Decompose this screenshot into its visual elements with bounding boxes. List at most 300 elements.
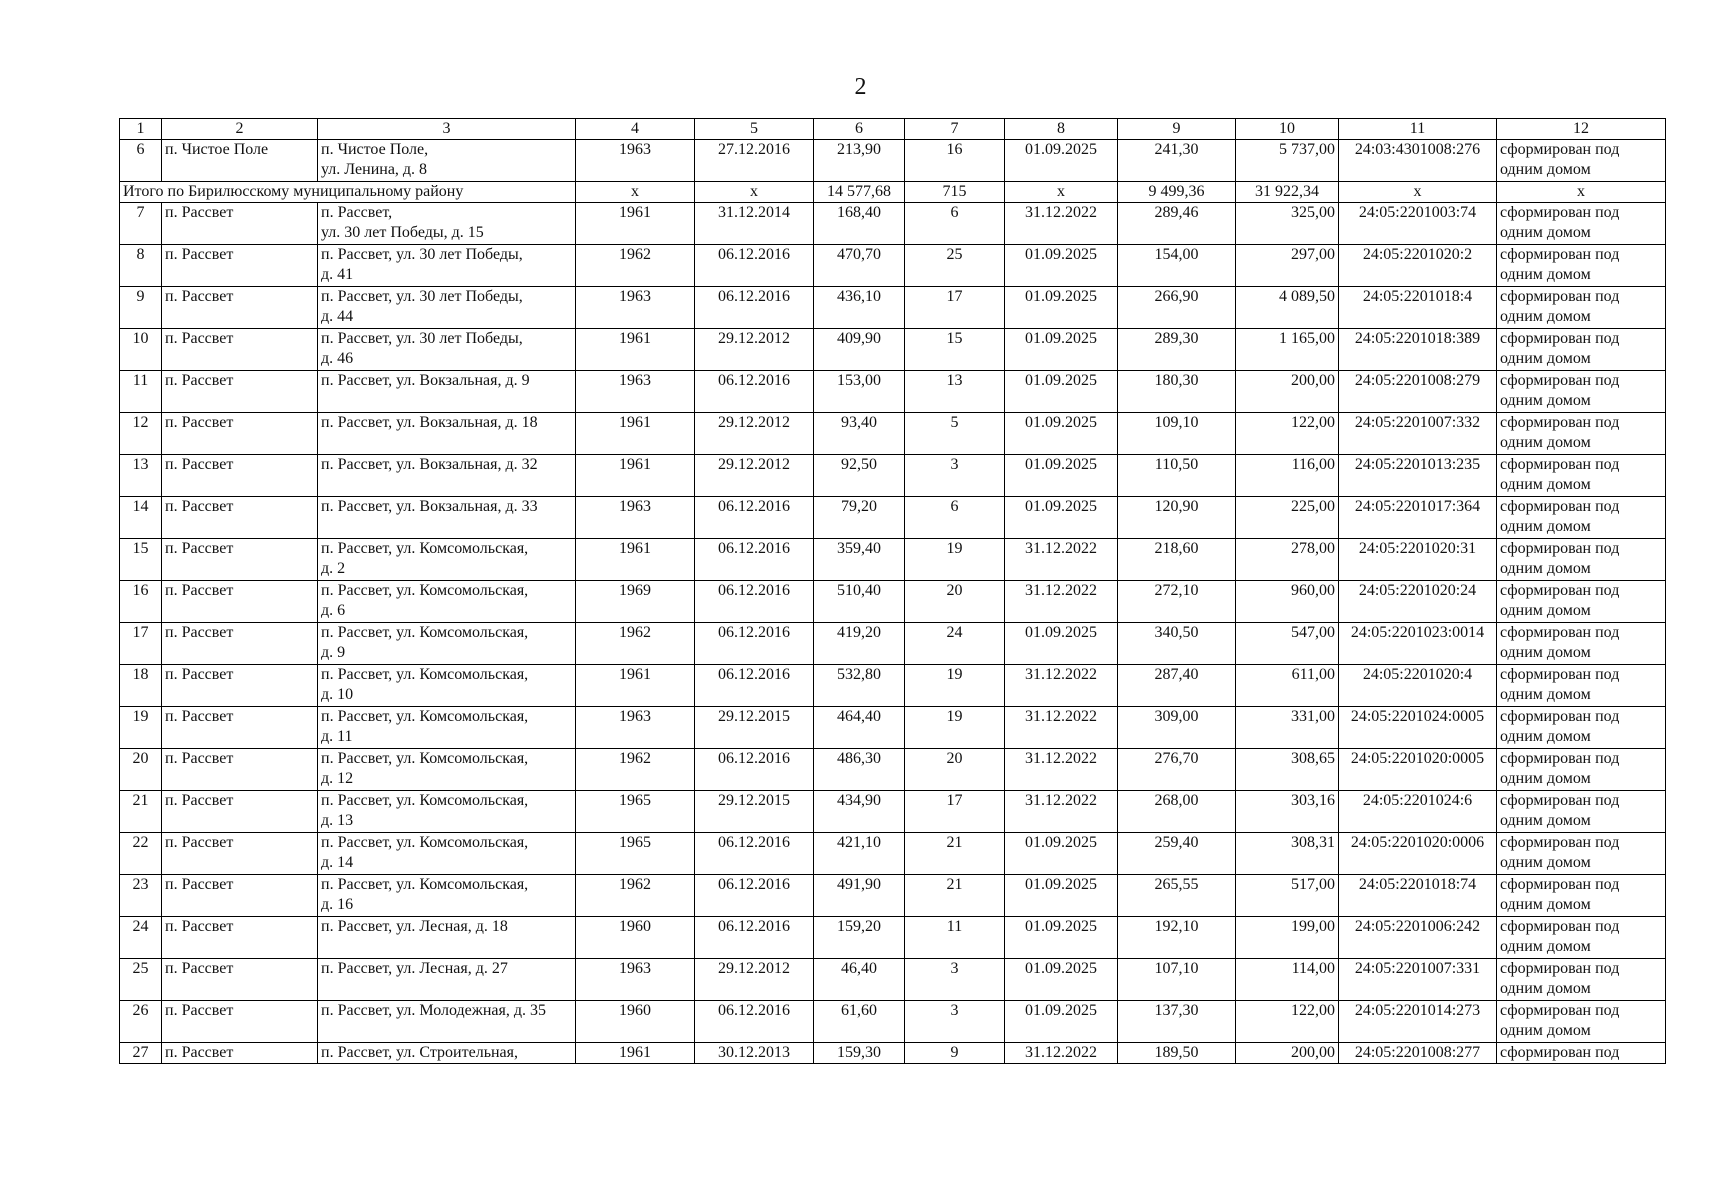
land-status-cell: сформирован под одним домом [1497,749,1666,791]
table-row [120,959,1666,1001]
row-number-cell: 21 [120,791,162,833]
address-cell: п. Рассвет, ул. Вокзальная, д. 9 [318,371,576,413]
residents-cell: 19 [905,539,1005,581]
table-row [120,1001,1666,1043]
settlement-cell: п. Рассвет [162,623,318,665]
housing-registry-table [119,118,1666,1064]
land-area-cell: 120,90 [1118,497,1236,539]
table-row [120,791,1666,833]
cadastral-value-cell: 325,00 [1236,203,1339,245]
cadastral-number-cell: 24:05:2201024:6 [1339,791,1497,833]
table-row [120,917,1666,959]
total-row [120,182,1666,203]
land-status-cell: сформирован под одним домом [1497,791,1666,833]
recognition-date-cell: х [695,182,814,203]
row-number-cell: 23 [120,875,162,917]
residents-cell: 19 [905,665,1005,707]
resettlement-date-cell: 31.12.2022 [1005,203,1118,245]
residents-cell: 17 [905,287,1005,329]
residents-cell: 25 [905,245,1005,287]
residents-cell: 3 [905,1001,1005,1043]
area-cell: 168,40 [814,203,905,245]
year-built-cell: 1960 [576,1001,695,1043]
land-status-cell: сформирован под одним домом [1497,287,1666,329]
row-number-cell: 15 [120,539,162,581]
residents-cell: 21 [905,833,1005,875]
total-label: Итого по Бирилюсскому муниципальному району [120,182,576,203]
cadastral-value-cell: 122,00 [1236,1001,1339,1043]
land-area-cell: 287,40 [1118,665,1236,707]
settlement-cell: п. Рассвет [162,749,318,791]
land-area-cell: 289,30 [1118,329,1236,371]
recognition-date-cell: 06.12.2016 [695,623,814,665]
cadastral-number-cell: 24:05:2201013:235 [1339,455,1497,497]
cadastral-value-cell: 517,00 [1236,875,1339,917]
area-cell: 159,30 [814,1043,905,1064]
address-cell: п. Чистое Поле, ул. Ленина, д. 8 [318,140,576,182]
column-number: 10 [1236,119,1339,140]
cadastral-value-cell: 225,00 [1236,497,1339,539]
table-row [120,707,1666,749]
cadastral-number-cell: 24:05:2201018:4 [1339,287,1497,329]
row-number-cell: 27 [120,1043,162,1064]
resettlement-date-cell: 01.09.2025 [1005,245,1118,287]
table-row [120,203,1666,245]
area-cell: 464,40 [814,707,905,749]
resettlement-date-cell: 01.09.2025 [1005,623,1118,665]
row-number-cell: 17 [120,623,162,665]
year-built-cell: 1962 [576,875,695,917]
cadastral-number-cell: 24:05:2201024:0005 [1339,707,1497,749]
row-number-cell: 13 [120,455,162,497]
resettlement-date-cell: 01.09.2025 [1005,917,1118,959]
recognition-date-cell: 06.12.2016 [695,287,814,329]
cadastral-number-cell: 24:05:2201020:24 [1339,581,1497,623]
recognition-date-cell: 29.12.2012 [695,329,814,371]
land-status-cell: сформирован под одним домом [1497,707,1666,749]
recognition-date-cell: 29.12.2012 [695,413,814,455]
resettlement-date-cell: 01.09.2025 [1005,140,1118,182]
table-row [120,497,1666,539]
settlement-cell: п. Рассвет [162,413,318,455]
residents-cell: 24 [905,623,1005,665]
recognition-date-cell: 29.12.2012 [695,455,814,497]
address-cell: п. Рассвет, ул. 30 лет Победы, д. 46 [318,329,576,371]
area-cell: 213,90 [814,140,905,182]
recognition-date-cell: 06.12.2016 [695,1001,814,1043]
recognition-date-cell: 06.12.2016 [695,497,814,539]
cadastral-number-cell: 24:05:2201018:389 [1339,329,1497,371]
cadastral-value-cell: 308,31 [1236,833,1339,875]
cadastral-value-cell: 547,00 [1236,623,1339,665]
table-row [120,371,1666,413]
year-built-cell: 1962 [576,749,695,791]
residents-cell: 3 [905,455,1005,497]
recognition-date-cell: 06.12.2016 [695,749,814,791]
year-built-cell: 1965 [576,833,695,875]
cadastral-number-cell: 24:05:2201006:242 [1339,917,1497,959]
column-number: 2 [162,119,318,140]
residents-cell: 15 [905,329,1005,371]
land-status-cell: сформирован под одним домом [1497,140,1666,182]
address-cell: п. Рассвет, ул. Комсомольская, д. 16 [318,875,576,917]
cadastral-value-cell: 611,00 [1236,665,1339,707]
area-cell: 510,40 [814,581,905,623]
recognition-date-cell: 06.12.2016 [695,665,814,707]
cadastral-value-cell: 199,00 [1236,917,1339,959]
year-built-cell: 1960 [576,917,695,959]
column-number-row [120,119,1666,140]
table-row [120,455,1666,497]
table-row [120,539,1666,581]
cadastral-number-cell: 24:03:4301008:276 [1339,140,1497,182]
cadastral-value-cell: 200,00 [1236,371,1339,413]
land-area-cell: 9 499,36 [1118,182,1236,203]
cadastral-number-cell: 24:05:2201020:0005 [1339,749,1497,791]
resettlement-date-cell: 01.09.2025 [1005,497,1118,539]
settlement-cell: п. Рассвет [162,497,318,539]
land-area-cell: 266,90 [1118,287,1236,329]
cadastral-number-cell: 24:05:2201007:331 [1339,959,1497,1001]
address-cell: п. Рассвет, ул. Комсомольская, д. 10 [318,665,576,707]
settlement-cell: п. Рассвет [162,917,318,959]
address-cell: п. Рассвет, ул. Строительная, [318,1043,576,1064]
year-built-cell: 1961 [576,455,695,497]
year-built-cell: 1961 [576,665,695,707]
recognition-date-cell: 06.12.2016 [695,245,814,287]
resettlement-date-cell: 31.12.2022 [1005,1043,1118,1064]
settlement-cell: п. Рассвет [162,1043,318,1064]
land-status-cell: сформирован под одним домом [1497,413,1666,455]
column-number: 1 [120,119,162,140]
land-status-cell: сформирован под одним домом [1497,959,1666,1001]
area-cell: 419,20 [814,623,905,665]
table-body [120,119,1666,1064]
settlement-cell: п. Рассвет [162,581,318,623]
area-cell: 436,10 [814,287,905,329]
settlement-cell: п. Рассвет [162,455,318,497]
year-built-cell: 1961 [576,539,695,581]
land-status-cell: сформирован под одним домом [1497,917,1666,959]
settlement-cell: п. Чистое Поле [162,140,318,182]
settlement-cell: п. Рассвет [162,707,318,749]
table-row [120,581,1666,623]
table-row [120,749,1666,791]
land-area-cell: 109,10 [1118,413,1236,455]
address-cell: п. Рассвет, ул. Молодежная, д. 35 [318,1001,576,1043]
settlement-cell: п. Рассвет [162,833,318,875]
land-status-cell: сформирован под одним домом [1497,203,1666,245]
cadastral-value-cell: 331,00 [1236,707,1339,749]
residents-cell: 19 [905,707,1005,749]
row-number-cell: 26 [120,1001,162,1043]
settlement-cell: п. Рассвет [162,203,318,245]
table-row [120,413,1666,455]
resettlement-date-cell: 01.09.2025 [1005,455,1118,497]
residents-cell: 21 [905,875,1005,917]
address-cell: п. Рассвет, ул. 30 лет Победы, д. 15 [318,203,576,245]
area-cell: 92,50 [814,455,905,497]
area-cell: 470,70 [814,245,905,287]
land-area-cell: 110,50 [1118,455,1236,497]
address-cell: п. Рассвет, ул. 30 лет Победы, д. 44 [318,287,576,329]
address-cell: п. Рассвет, ул. Вокзальная, д. 18 [318,413,576,455]
row-number-cell: 6 [120,140,162,182]
year-built-cell: 1963 [576,371,695,413]
cadastral-value-cell: 200,00 [1236,1043,1339,1064]
cadastral-value-cell: 5 737,00 [1236,140,1339,182]
resettlement-date-cell: 31.12.2022 [1005,539,1118,581]
year-built-cell: 1965 [576,791,695,833]
cadastral-value-cell: 308,65 [1236,749,1339,791]
land-area-cell: 268,00 [1118,791,1236,833]
address-cell: п. Рассвет, ул. Комсомольская, д. 14 [318,833,576,875]
resettlement-date-cell: х [1005,182,1118,203]
area-cell: 491,90 [814,875,905,917]
cadastral-value-cell: 116,00 [1236,455,1339,497]
land-status-cell: сформирован под [1497,1043,1666,1064]
address-cell: п. Рассвет, ул. Лесная, д. 27 [318,959,576,1001]
year-built-cell: х [576,182,695,203]
table-row [120,833,1666,875]
land-status-cell: сформирован под одним домом [1497,833,1666,875]
table-row [120,245,1666,287]
land-status-cell: сформирован под одним домом [1497,623,1666,665]
table-row [120,665,1666,707]
land-status-cell: сформирован под одним домом [1497,329,1666,371]
recognition-date-cell: 06.12.2016 [695,539,814,581]
row-number-cell: 25 [120,959,162,1001]
cadastral-value-cell: 303,16 [1236,791,1339,833]
settlement-cell: п. Рассвет [162,665,318,707]
row-number-cell: 10 [120,329,162,371]
cadastral-value-cell: 278,00 [1236,539,1339,581]
address-cell: п. Рассвет, ул. Комсомольская, д. 2 [318,539,576,581]
settlement-cell: п. Рассвет [162,287,318,329]
cadastral-number-cell: 24:05:2201020:0006 [1339,833,1497,875]
area-cell: 359,40 [814,539,905,581]
recognition-date-cell: 06.12.2016 [695,581,814,623]
settlement-cell: п. Рассвет [162,875,318,917]
address-cell: п. Рассвет, ул. Вокзальная, д. 33 [318,497,576,539]
settlement-cell: п. Рассвет [162,959,318,1001]
area-cell: 532,80 [814,665,905,707]
table-row [120,287,1666,329]
recognition-date-cell: 06.12.2016 [695,833,814,875]
resettlement-date-cell: 31.12.2022 [1005,791,1118,833]
land-area-cell: 340,50 [1118,623,1236,665]
land-area-cell: 259,40 [1118,833,1236,875]
year-built-cell: 1963 [576,497,695,539]
area-cell: 486,30 [814,749,905,791]
land-area-cell: 276,70 [1118,749,1236,791]
land-area-cell: 309,00 [1118,707,1236,749]
resettlement-date-cell: 31.12.2022 [1005,665,1118,707]
row-number-cell: 18 [120,665,162,707]
year-built-cell: 1961 [576,329,695,371]
area-cell: 421,10 [814,833,905,875]
land-area-cell: 289,46 [1118,203,1236,245]
year-built-cell: 1963 [576,287,695,329]
table-row [120,140,1666,182]
address-cell: п. Рассвет, ул. Комсомольская, д. 6 [318,581,576,623]
land-area-cell: 154,00 [1118,245,1236,287]
row-number-cell: 20 [120,749,162,791]
row-number-cell: 19 [120,707,162,749]
residents-cell: 20 [905,749,1005,791]
settlement-cell: п. Рассвет [162,245,318,287]
recognition-date-cell: 06.12.2016 [695,917,814,959]
cadastral-value-cell: 31 922,34 [1236,182,1339,203]
column-number: 6 [814,119,905,140]
column-number: 4 [576,119,695,140]
resettlement-date-cell: 31.12.2022 [1005,581,1118,623]
resettlement-date-cell: 01.09.2025 [1005,413,1118,455]
address-cell: п. Рассвет, ул. Комсомольская, д. 11 [318,707,576,749]
land-area-cell: 189,50 [1118,1043,1236,1064]
area-cell: 409,90 [814,329,905,371]
cadastral-value-cell: 122,00 [1236,413,1339,455]
residents-cell: 3 [905,959,1005,1001]
residents-cell: 6 [905,497,1005,539]
residents-cell: 715 [905,182,1005,203]
land-status-cell: сформирован под одним домом [1497,497,1666,539]
cadastral-number-cell: 24:05:2201008:279 [1339,371,1497,413]
recognition-date-cell: 06.12.2016 [695,371,814,413]
land-status-cell: сформирован под одним домом [1497,875,1666,917]
year-built-cell: 1961 [576,203,695,245]
year-built-cell: 1963 [576,959,695,1001]
address-cell: п. Рассвет, ул. Комсомольская, д. 9 [318,623,576,665]
cadastral-number-cell: 24:05:2201020:4 [1339,665,1497,707]
address-cell: п. Рассвет, ул. 30 лет Победы, д. 41 [318,245,576,287]
year-built-cell: 1962 [576,623,695,665]
land-status-cell: сформирован под одним домом [1497,455,1666,497]
column-number: 12 [1497,119,1666,140]
land-status-cell: сформирован под одним домом [1497,371,1666,413]
residents-cell: 13 [905,371,1005,413]
row-number-cell: 12 [120,413,162,455]
row-number-cell: 11 [120,371,162,413]
table-row [120,875,1666,917]
settlement-cell: п. Рассвет [162,329,318,371]
cadastral-number-cell: 24:05:2201008:277 [1339,1043,1497,1064]
resettlement-date-cell: 31.12.2022 [1005,707,1118,749]
recognition-date-cell: 31.12.2014 [695,203,814,245]
address-cell: п. Рассвет, ул. Комсомольская, д. 12 [318,749,576,791]
cadastral-number-cell: 24:05:2201020:2 [1339,245,1497,287]
column-number: 9 [1118,119,1236,140]
column-number: 3 [318,119,576,140]
resettlement-date-cell: 01.09.2025 [1005,833,1118,875]
land-area-cell: 265,55 [1118,875,1236,917]
cadastral-number-cell: 24:05:2201017:364 [1339,497,1497,539]
recognition-date-cell: 29.12.2012 [695,959,814,1001]
page-number: 2 [854,74,867,100]
year-built-cell: 1961 [576,413,695,455]
residents-cell: 9 [905,1043,1005,1064]
land-status-cell: сформирован под одним домом [1497,581,1666,623]
land-area-cell: 107,10 [1118,959,1236,1001]
cadastral-number-cell: 24:05:2201003:74 [1339,203,1497,245]
year-built-cell: 1969 [576,581,695,623]
column-number: 5 [695,119,814,140]
residents-cell: 16 [905,140,1005,182]
year-built-cell: 1961 [576,1043,695,1064]
settlement-cell: п. Рассвет [162,371,318,413]
settlement-cell: п. Рассвет [162,791,318,833]
residents-cell: 5 [905,413,1005,455]
recognition-date-cell: 27.12.2016 [695,140,814,182]
cadastral-value-cell: 1 165,00 [1236,329,1339,371]
row-number-cell: 8 [120,245,162,287]
row-number-cell: 22 [120,833,162,875]
year-built-cell: 1963 [576,140,695,182]
column-number: 8 [1005,119,1118,140]
land-status-cell: сформирован под одним домом [1497,539,1666,581]
cadastral-value-cell: 297,00 [1236,245,1339,287]
land-status-cell: сформирован под одним домом [1497,1001,1666,1043]
cadastral-value-cell: 114,00 [1236,959,1339,1001]
cadastral-number-cell: 24:05:2201018:74 [1339,875,1497,917]
recognition-date-cell: 30.12.2013 [695,1043,814,1064]
table-row [120,623,1666,665]
land-area-cell: 180,30 [1118,371,1236,413]
resettlement-date-cell: 01.09.2025 [1005,329,1118,371]
cadastral-value-cell: 4 089,50 [1236,287,1339,329]
residents-cell: 11 [905,917,1005,959]
row-number-cell: 7 [120,203,162,245]
table-row [120,329,1666,371]
resettlement-date-cell: 31.12.2022 [1005,749,1118,791]
residents-cell: 17 [905,791,1005,833]
area-cell: 153,00 [814,371,905,413]
resettlement-date-cell: 01.09.2025 [1005,875,1118,917]
recognition-date-cell: 29.12.2015 [695,791,814,833]
column-number: 7 [905,119,1005,140]
row-number-cell: 9 [120,287,162,329]
area-cell: 46,40 [814,959,905,1001]
recognition-date-cell: 29.12.2015 [695,707,814,749]
cadastral-number-cell: 24:05:2201007:332 [1339,413,1497,455]
cadastral-value-cell: 960,00 [1236,581,1339,623]
area-cell: 93,40 [814,413,905,455]
address-cell: п. Рассвет, ул. Лесная, д. 18 [318,917,576,959]
year-built-cell: 1963 [576,707,695,749]
land-status-cell: х [1497,182,1666,203]
land-area-cell: 218,60 [1118,539,1236,581]
land-status-cell: сформирован под одним домом [1497,245,1666,287]
land-area-cell: 137,30 [1118,1001,1236,1043]
land-area-cell: 272,10 [1118,581,1236,623]
area-cell: 79,20 [814,497,905,539]
resettlement-date-cell: 01.09.2025 [1005,1001,1118,1043]
year-built-cell: 1962 [576,245,695,287]
address-cell: п. Рассвет, ул. Комсомольская, д. 13 [318,791,576,833]
row-number-cell: 16 [120,581,162,623]
resettlement-date-cell: 01.09.2025 [1005,371,1118,413]
residents-cell: 20 [905,581,1005,623]
cadastral-number-cell: х [1339,182,1497,203]
area-cell: 159,20 [814,917,905,959]
settlement-cell: п. Рассвет [162,539,318,581]
land-area-cell: 192,10 [1118,917,1236,959]
row-number-cell: 14 [120,497,162,539]
cadastral-number-cell: 24:05:2201023:0014 [1339,623,1497,665]
table-row [120,1043,1666,1064]
resettlement-date-cell: 01.09.2025 [1005,287,1118,329]
land-status-cell: сформирован под одним домом [1497,665,1666,707]
